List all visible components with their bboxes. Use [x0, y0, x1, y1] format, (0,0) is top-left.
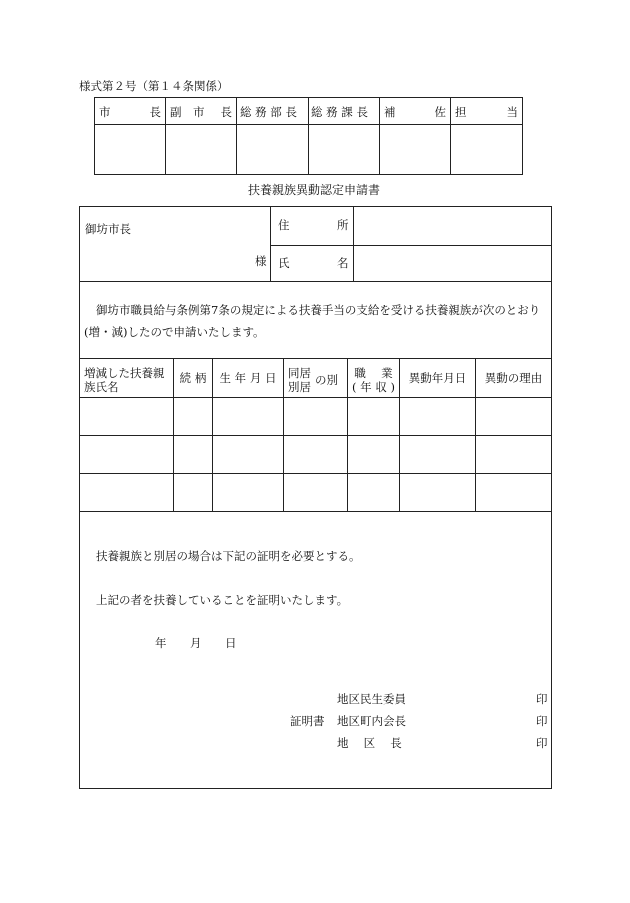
table-cell[interactable]: [400, 398, 475, 435]
table-cell[interactable]: [174, 436, 212, 473]
name-field[interactable]: [355, 247, 550, 280]
header-living-arrangement: 同居 別居 の別: [288, 366, 338, 395]
seal-mark: 印: [536, 692, 548, 706]
table-cell[interactable]: [348, 398, 399, 435]
statement-line-2: (増・減)したので申請いたします。: [84, 325, 265, 339]
header-date-of-birth: 生 年 月 日: [219, 370, 277, 385]
table-cell[interactable]: [284, 436, 347, 473]
table-cell[interactable]: [174, 474, 212, 511]
approval-role-person-in-charge: 担 当: [455, 105, 518, 119]
header-dependent-name: 増減した扶養親 族氏名: [84, 366, 165, 395]
certificate-label: 証明書: [290, 714, 325, 728]
table-cell[interactable]: [80, 436, 173, 473]
date-month-label: 月: [190, 636, 202, 650]
table-cell[interactable]: [80, 398, 173, 435]
header-change-reason: 異動の理由: [484, 370, 543, 385]
approval-role-general-affairs-director: 総 務 部 長: [240, 105, 297, 119]
seal-mark: 印: [536, 714, 548, 728]
table-cell[interactable]: [213, 436, 283, 473]
name-label: 氏: [278, 256, 290, 270]
table-cell[interactable]: [476, 398, 551, 435]
table-cell[interactable]: [174, 398, 212, 435]
table-cell[interactable]: [400, 436, 475, 473]
table-cell[interactable]: [476, 436, 551, 473]
approval-role-deputy-mayor: 副 市 長: [170, 105, 232, 119]
certificate-statement: 上記の者を扶養していることを証明いたします。: [96, 593, 349, 607]
table-cell[interactable]: [80, 474, 173, 511]
header-relationship: 続 柄: [179, 370, 207, 385]
seal-mark: 印: [536, 736, 548, 750]
date-day-label: 日: [225, 636, 237, 650]
certificate-note: 扶養親族と別居の場合は下記の証明を必要とする。: [96, 549, 361, 563]
date-year-label: 年: [155, 636, 167, 650]
table-cell[interactable]: [213, 474, 283, 511]
name-label-2: 名: [337, 256, 349, 270]
statement-line-1: 御坊市職員給与条例第7条の規定による扶養手当の支給を受ける扶養親族が次のとおり: [96, 303, 541, 317]
signer-title-district-head: 地 区 長: [337, 736, 402, 750]
form-title: 扶養親族異動認定申請書: [248, 183, 381, 197]
approval-role-general-affairs-manager: 総 務 課 長: [311, 105, 368, 119]
address-field[interactable]: [355, 208, 550, 244]
addressee: 御坊市長: [85, 222, 131, 236]
table-cell[interactable]: [476, 474, 551, 511]
table-cell[interactable]: [400, 474, 475, 511]
address-label-2: 所: [337, 218, 349, 232]
table-cell[interactable]: [348, 474, 399, 511]
signer-title-welfare-commissioner: 地区民生委員: [337, 692, 406, 706]
approval-role-mayor: 市 長: [99, 105, 161, 119]
signer-title-neighborhood-association-head: 地区町内会長: [337, 714, 406, 728]
address-label: 住: [278, 218, 290, 232]
header-occupation-income: 職 業 ( 年 収 ): [352, 366, 395, 395]
table-cell[interactable]: [284, 474, 347, 511]
table-cell[interactable]: [348, 436, 399, 473]
header-change-date: 異動年月日: [408, 370, 467, 385]
table-cell[interactable]: [213, 398, 283, 435]
table-cell[interactable]: [284, 398, 347, 435]
approval-role-assistant: 補 佐: [384, 105, 446, 119]
honorific: 様: [255, 254, 267, 268]
form-number: 様式第２号（第１４条関係）: [79, 79, 229, 93]
